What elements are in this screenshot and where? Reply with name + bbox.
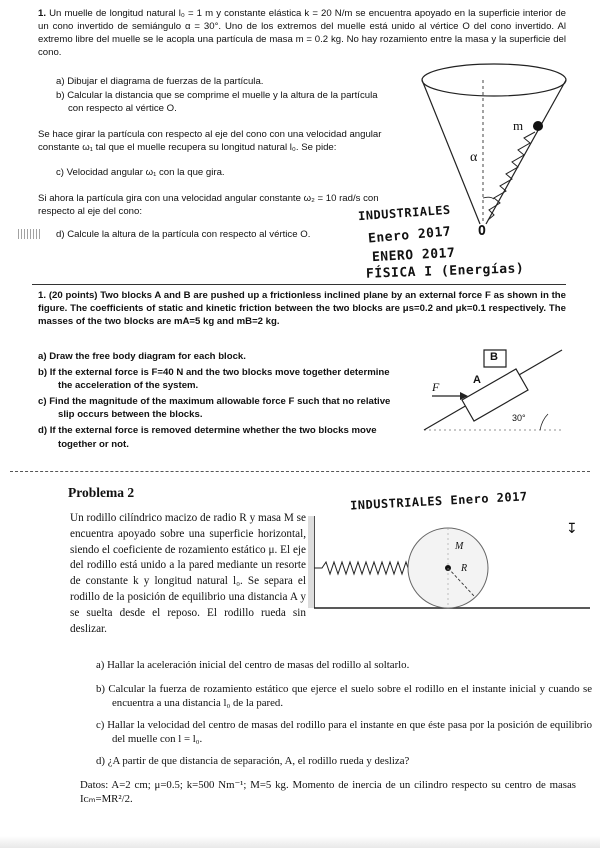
angle-label: 30° [512,413,526,423]
separator-1 [32,284,566,285]
p3-data: Datos: A=2 cm; μ=0.5; k=500 Nm⁻¹; M=5 kg. Momento de inercia de un cilindro respecto su centro de masas Iᴄₘ=MR²/2. [80,779,576,805]
force-label-f: F [432,380,440,394]
p1-question-c: c) Velocidad angular ω₁ con la que gira. [56,167,225,178]
p2-number: 1. [38,290,47,301]
p1-intro [38,7,566,59]
cone-label-alpha: α [470,150,478,165]
p1-question-b: b) Calcular la distancia que se comprime el muelle y la altura de la partícula con respecto al vértice O. [56,90,378,114]
p3-question-c: c) Hallar la velocidad del centro de masas del rodillo para el instante en que éste pasa por la posición de equilibrio del muelle con l = l₀. [96,719,592,745]
p2-item-c: c) Find the magnitude of the maximum allowable force F such that no relative slip occurs between the blocks. [38,395,391,421]
block-label-b: B [490,351,498,363]
p3-roller-figure [308,514,590,616]
p1-mid-text-1: Se hace girar la partícula con respecto al eje del cono con una velocidad angular constante ω₁ tal que el muelle recupera su longitud natural l₀. Se pide: [38,129,382,153]
handwritten-industriales-1: INDUSTRIALES [357,202,452,224]
separator-2 [10,471,590,472]
p3-question-b: b) Calcular la fuerza de rozamiento estático que ejerce el suelo sobre el rodillo en el instante inicial y cuando se encuentra a una distancia l₀ de la pared. [96,683,592,709]
p3-title: Problema 2 [68,485,135,500]
p1-number: 1. [38,8,47,19]
cone-rim [422,64,566,96]
angle-arc [540,414,548,430]
p2-item-d: d) If the external force is removed determine whether the two blocks move together or not. [38,424,377,450]
scan-bottom-edge [0,836,600,848]
p3-handwritten-industriales: INDUSTRIALES Enero 2017 [349,489,528,513]
handwritten-fisica: FÍSICA I (Energías) [365,261,525,282]
cone-right-side [486,80,566,224]
p2-intro [38,289,566,328]
p2-list [38,350,394,451]
p1-margin-marks [18,229,40,239]
particle-mass [533,121,543,131]
p3-intro: Un rodillo cilíndrico macizo de radio R y masa M se encuentra apoyado sobre una superficie horizontal, siendo el coeficiente de rozamiento estático μ. El eje del rodillo está unido a la pared mediante un resorte de constante k y longitud natural l₀. Se separa el rodillo de la posición de equilibrio una distancia A y se suelta desde el reposo. El rodillo rueda sin deslizar. [70,512,306,635]
alpha-arc [483,197,494,199]
roller-label-m: M [455,541,464,552]
roller-label-r: R [461,563,468,574]
roller-arrow-icon: ↧ [566,520,578,536]
p2-item-b: b) If the external force is F=40 N and the two blocks move together determine the acceleration of the system. [38,366,390,392]
p3-question-d: d) ¿A partir de que distancia de separación, A, el rodillo rueda y desliza? [96,755,410,767]
p1-intro-text: Un muelle de longitud natural l₀ = 1 m y constante elástica k = 20 N/m se encuentra apoyado en la superficie interior de un cono invertido de semiángulo α = 30°. Uno de los extremos del muelle está unido al vértice O del cono invertido. Al extremo libre del muelle se le acopla una partícula de masa m = 0.2 kg. No hay rozamiento entre la masa y la superficie del cono. [38,8,566,58]
cone-label-o: O [478,224,487,239]
cone-label-m: m [513,118,524,133]
wall-hatching [308,516,314,608]
p2-item-a: a) Draw the free body diagram for each block. [38,351,246,362]
handwritten-enero-2: ENERO 2017 [371,245,456,266]
handwritten-enero-1: Enero 2017 [367,224,452,247]
p3-question-a: a) Hallar la aceleración inicial del centro de masas del rodillo al soltarlo. [96,659,410,671]
p1-question-a: a) Dibujar el diagrama de fuerzas de la partícula. [56,76,264,87]
block-label-a: A [473,374,481,386]
p2-intro-text: (20 points) Two blocks A and B are pushed up a frictionless inclined plane by an external force F as shown in the figure. The coefficients of static and kinetic friction between the two blocks are μs=0.2 and μk=0.1 respectively. The masses of the two blocks are mA=5 kg and mB=2 kg. [38,290,566,327]
p1-question-d: d) Calcule la altura de la partícula con respecto al vértice O. [56,229,311,240]
p1-mid-text-2: Si ahora la partícula gira con una velocidad angular constante ω₂ = 10 rad/s con respecto al eje del cono: [38,193,379,217]
